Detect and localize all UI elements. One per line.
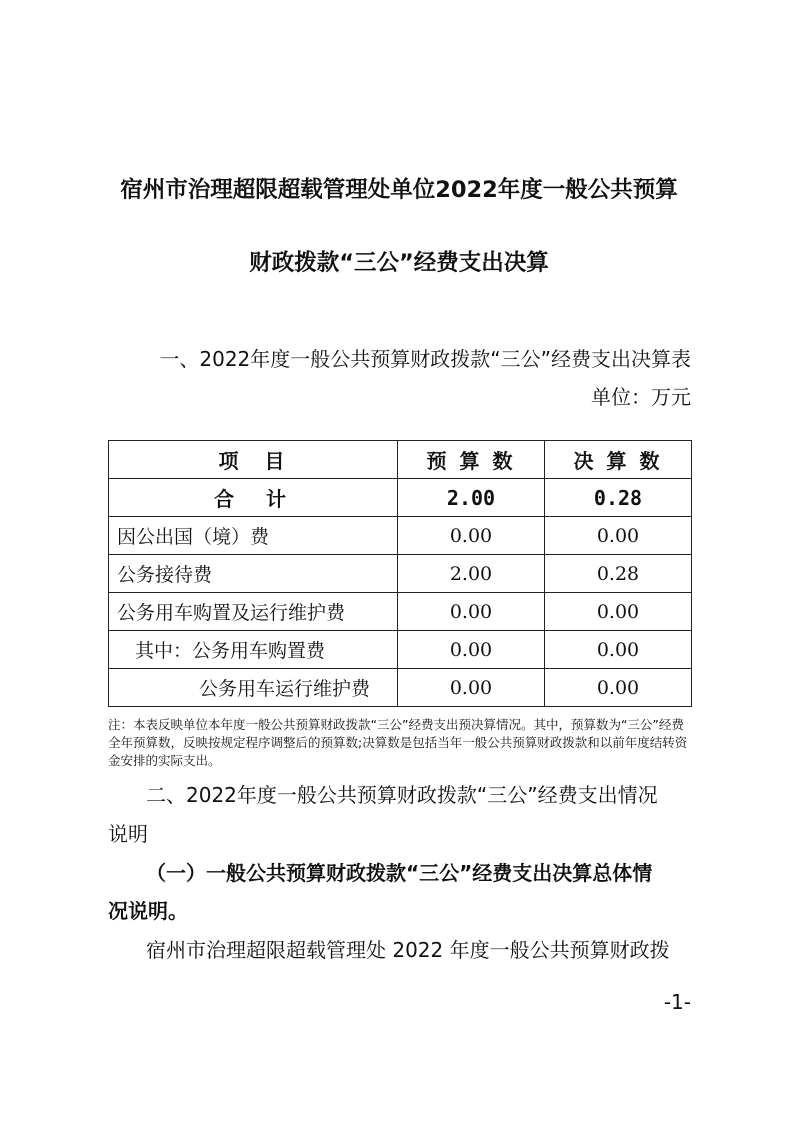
document-title-line2: 财政拨款“三公”经费支出决算 xyxy=(249,250,549,276)
row-final: 0.00 xyxy=(545,669,692,707)
row-final: 0.28 xyxy=(545,555,692,593)
subsection-heading-line2: 况说明。 xyxy=(108,899,188,923)
unit-label: 单位：万元 xyxy=(591,385,691,409)
table-row xyxy=(109,631,692,669)
row-final: 0.00 xyxy=(545,517,692,555)
header-item: 项 目 xyxy=(109,441,398,479)
section2-heading-line1: 二、2022年度一般公共预算财政拨款“三公”经费支出情况 xyxy=(146,783,658,807)
row-budget: 0.00 xyxy=(398,517,545,555)
section1-heading: 一、2022年度一般公共预算财政拨款“三公”经费支出决算表 xyxy=(159,347,691,371)
total-final: 0.28 xyxy=(545,479,692,517)
table-note: 注：本表反映单位本年度一般公共预算财政拨款“三公”经费支出预决算情况。其中，预算数为“三公”经费全年预算数，反映按规定程序调整后的预算数;决算数是包括当年一般公共预算财政拨款和以前年度结转资金安排的实际支出。 xyxy=(108,717,688,768)
header-budget: 预 算 数 xyxy=(398,441,545,479)
row-label: 公务用车购置及运行维护费 xyxy=(109,593,398,631)
document-title-line1: 宿州市治理超限超载管理处单位2022年度一般公共预算 xyxy=(120,177,678,203)
row-final: 0.00 xyxy=(545,631,692,669)
table-row xyxy=(109,669,692,707)
table-row xyxy=(109,555,692,593)
total-label: 合 计 xyxy=(109,479,398,517)
row-budget: 0.00 xyxy=(398,631,545,669)
row-budget: 0.00 xyxy=(398,669,545,707)
header-final: 决 算 数 xyxy=(545,441,692,479)
body-paragraph-line1: 宿州市治理超限超载管理处 2022 年度一般公共预算财政拨 xyxy=(146,938,670,962)
row-final: 0.00 xyxy=(545,593,692,631)
subsection-heading-line1: （一）一般公共预算财政拨款“三公”经费支出决算总体情 xyxy=(146,861,653,885)
total-budget: 2.00 xyxy=(398,479,545,517)
row-label: 其中：公务用车购置费 xyxy=(109,631,398,669)
table-header-row xyxy=(109,441,692,479)
section2-heading-line2: 说明 xyxy=(108,822,148,846)
row-budget: 2.00 xyxy=(398,555,545,593)
row-label: 因公出国（境）费 xyxy=(109,517,398,555)
row-budget: 0.00 xyxy=(398,593,545,631)
table-total-row xyxy=(109,479,692,517)
table-row xyxy=(109,593,692,631)
page-number: -1- xyxy=(663,990,691,1014)
row-label: 公务接待费 xyxy=(109,555,398,593)
row-label: 公务用车运行维护费 xyxy=(109,669,398,707)
table-row xyxy=(109,517,692,555)
three-public-expenses-table xyxy=(108,440,692,707)
